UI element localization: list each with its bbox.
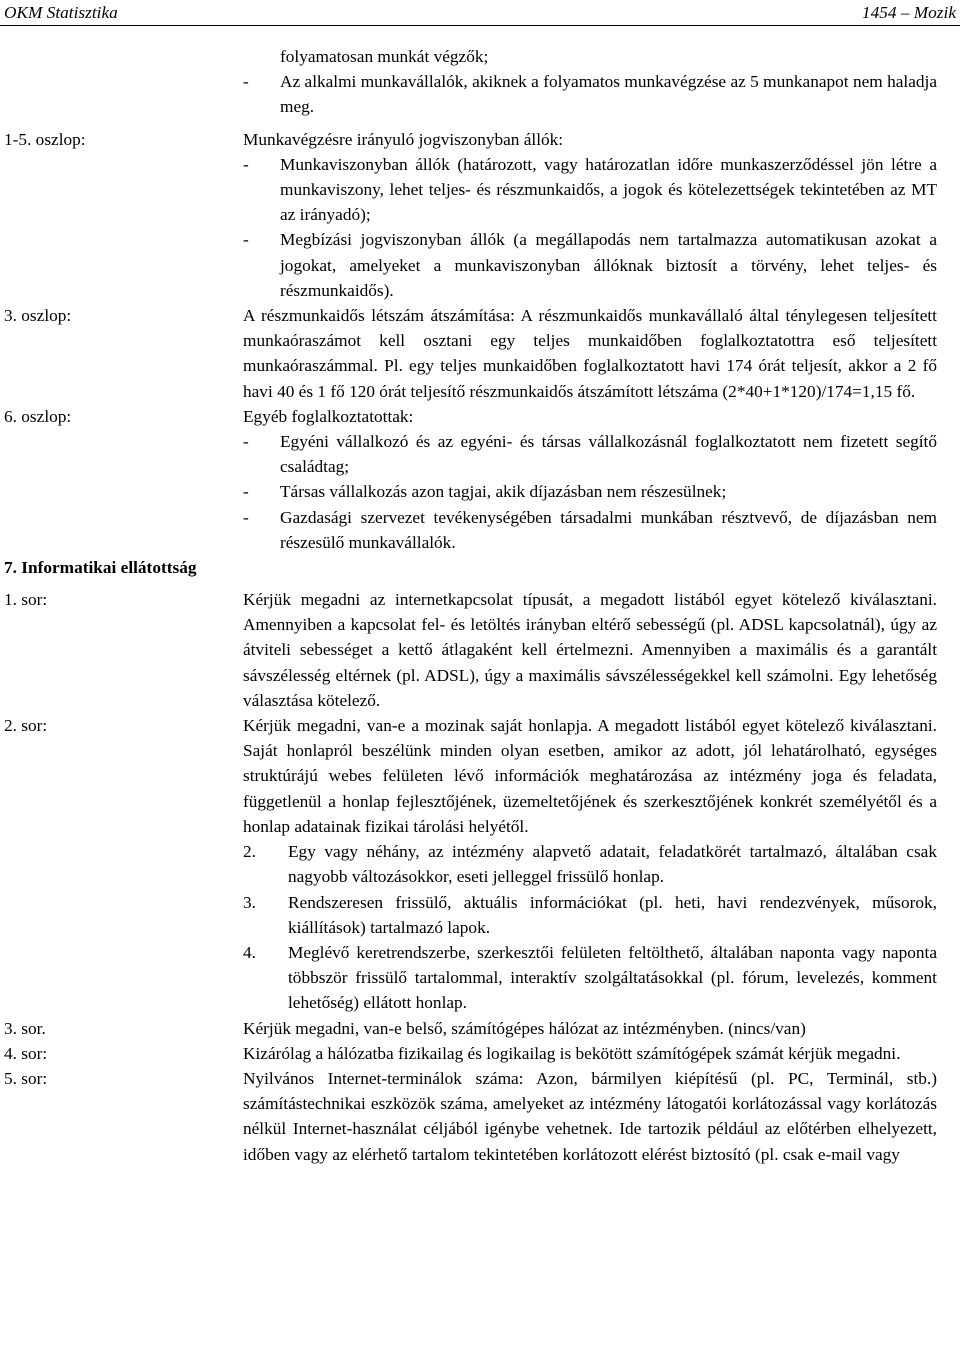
item-text: Rendszeresen frissülő, aktuális információkat (pl. heti, havi rendezvények, műsorok, kiállítások) tartalmazó lapok. (288, 892, 937, 937)
section-title: Munkavégzésre irányuló jogviszonyban állók: (243, 129, 564, 149)
item-number: 2. (243, 842, 256, 862)
section-heading: 7. Informatikai ellátottság (4, 558, 197, 578)
intro-line: folyamatosan munkát végzők; (280, 47, 489, 66)
header-publication: OKM Statisztika (4, 3, 118, 22)
dash-item: - Munkaviszonyban állók (határozott, vagy határozatlan időre munkaszerződéssel jön létre a munkaviszony, lehet teljes- és részmunkaidős, a jogok és kötelezettségek tekintetében az MT az irányadó); (243, 152, 937, 228)
numbered-item (243, 839, 937, 889)
row-label: 4. sor: (4, 1043, 48, 1063)
row-1 (0, 587, 960, 713)
section-title: Egyéb foglalkoztatottak: (243, 406, 414, 426)
row-text: Kizárólag a hálózatba fizikailag és logikailag is bekötött számítógépek számát kérjük megadni. (243, 1043, 901, 1063)
row-text: Kérjük megadni, van-e belső, számítógépes hálózat az intézményben. (nincs/van) (243, 1018, 806, 1038)
document-body (0, 44, 960, 1167)
section-label: 1-5. oszlop: (4, 129, 86, 149)
row-4 (0, 1041, 960, 1066)
row-text: Kérjük megadni az internetkapcsolat típusát, a megadott listából egyet kötelező kiválasztani. Amennyiben a kapcsolat fel- és letöltés irányban eltérő sebességű (pl. ADSL kapcsolatnál), úgy az átviteli sebességet a kettő átlagaként kell értelmezni. Amennyiben a maximális és a garantált sávszélesség eltérnek (pl. ADSL), úgy a maximális sávszélességekkel kell számolni. Egy lehetőség választása kötelező. (243, 590, 937, 710)
item-number: 3. (243, 892, 256, 912)
section-text: A részmunkaidős létszám átszámítása: A részmunkaidős munkavállaló által ténylegesen teljesített munkaóraszámot kell osztani egy teljes munkaidőben foglalkoztatottra eső teljesített munkaóraszámmal. Pl. egy teljes munkaidőben foglalkoztatott havi 174 órát teljesít, akkor a 2 fő havi 40 és 1 fő 120 órát teljesítő részmunkaidős átszámított létszáma (2*40+1*120)/174=1,15 fő. (243, 306, 937, 401)
dash-item: - Egyéni vállalkozó és az egyéni- és társas vállalkozásnál foglalkoztatott nem fizetett segítő családtag; (243, 429, 937, 479)
section-label: 3. oszlop: (4, 306, 72, 326)
section-heading-7 (0, 555, 960, 580)
section-col-6 (0, 404, 960, 555)
intro-dash-item: - Az alkalmi munkavállalók, akiknek a folyamatos munkavégzése az 5 munkanapot nem haladja meg. (243, 69, 937, 119)
row-5 (0, 1066, 960, 1167)
item-text: Egy vagy néhány, az intézmény alapvető adatait, feladatkörét tartalmazó, általában csak nagyobb változásokkor, eseti jelleggel frissülő honlap. (288, 842, 937, 887)
item-text: Meglévő keretrendszerbe, szerkesztői felületen feltölthető, általában naponta vagy naponta többször frissülő tartalommal, interaktív szolgáltatásokkal (pl. fórum, levelezés, komment lehetőség) ellátott honlap. (288, 942, 937, 1013)
section-col-1-5 (0, 127, 960, 303)
numbered-item (243, 890, 937, 940)
dash-item: - Társas vállalkozás azon tagjai, akik díjazásban nem részesülnek; (243, 479, 937, 504)
row-label: 5. sor: (4, 1068, 48, 1088)
section-label: 6. oszlop: (4, 406, 72, 426)
dash-item: - Megbízási jogviszonyban állók (a megállapodás nem tartalmazza automatikusan azokat a jogokat, amelyeket a munkaviszonyban állóknak biztosít a törvény, lehet teljes- és részmunkaidős). (243, 227, 937, 303)
page-header (0, 0, 960, 26)
row-text: Nyilvános Internet-terminálok száma: Azon, bármilyen kiépítésű (pl. PC, Terminál, stb.) számítástechnikai eszközök száma, amelyeket az intézmény látogatói korlátozással vagy korlátozás nélkül Internet-használat céljából igénybe vehetnek. Ide tartozik például az előtérben elhelyezett, időben vagy az elérhető tartalom tekintetében korlátozott elérést biztosító (pl. csak e-mail vagy (243, 1068, 937, 1164)
header-form-title: 1454 – Mozik (861, 3, 956, 22)
row-label: 3. sor. (4, 1018, 46, 1038)
row-text: Kérjük megadni, van-e a mozinak saját honlapja. A megadott listából egyet kötelező kiválasztani. Saját honlapról beszélünk minden olyan esetben, amikor az adott, jól lehatárolható, egységes struktúrájú webes felületen lévő információk meghatározása az intézmény joga és feladata, függetlenül a honlap fejlesztőjének, üzemeltetőjének és szerkesztőjének konkrét személyétől és a honlap adatainak fizikai tárolási helyétől. (243, 716, 937, 836)
numbered-item (243, 940, 937, 1016)
item-number: 4. (243, 942, 256, 962)
intro-block (0, 44, 960, 120)
row-2 (0, 713, 960, 1015)
row-label: 1. sor: (4, 590, 48, 610)
section-col-3 (0, 303, 960, 404)
row-label: 2. sor: (4, 716, 48, 736)
row-3 (0, 1016, 960, 1041)
dash-item: - Gazdasági szervezet tevékenységében társadalmi munkában résztvevő, de díjazásban nem részesülő munkavállalók. (243, 505, 937, 555)
